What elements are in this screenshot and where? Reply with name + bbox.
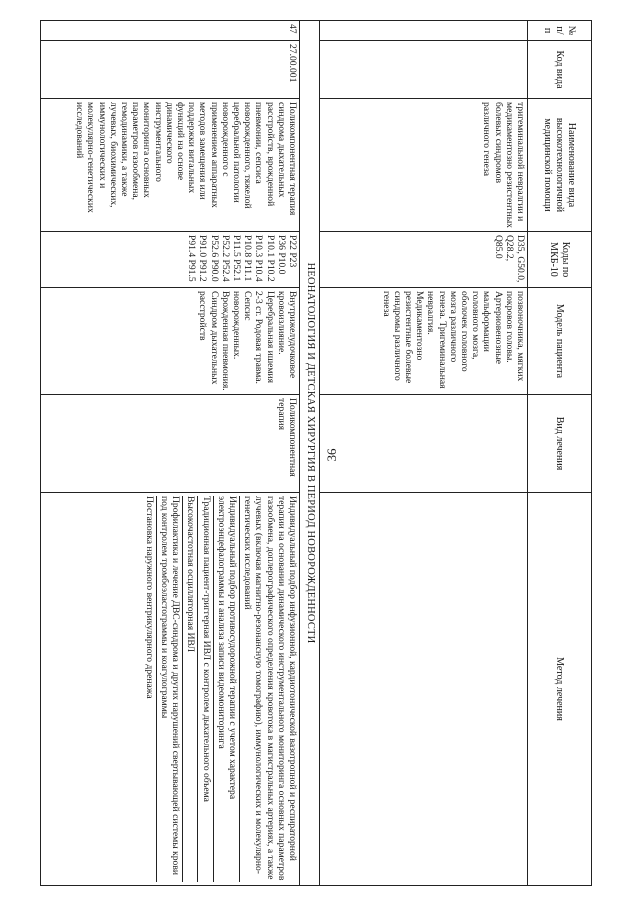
header-type: Вид лечения	[528, 395, 592, 493]
row-name: Поликомпонентная терапия синдрома дыхательных расстройств, врожденной пневмонии, сепсиса новорожденного, тяжелой церебральной патологии новорожденного с применением аппаратных методов замещения или поддержки витальных функций на основе динамического инструментального мониторинга основных параметров газообмена, гемодинамики, а также лучевых, биохимических, иммунологических и молекулярно-генетических исследований	[41, 99, 300, 232]
row-num: 47	[41, 21, 300, 41]
rotated-table-container	[40, 20, 592, 885]
method-item: Высокочастотная осцилляторная ИВЛ	[182, 496, 197, 882]
method-item: Индивидуальный подбор инфузионной, кардиотонической вазотропной и респираторной терапии на основании динамического инструментального мониторинга основных параметров газообмена, доплерографического определения кровотока в магистральных артериях, а также лучевых (включая магнитно-резонансную томографию), иммунологических и молекулярно-генетических исследований	[239, 496, 299, 882]
section-row	[300, 21, 320, 886]
section-title: НЕОНАТОЛОГИЯ И ДЕТСКАЯ ХИРУРГИЯ В ПЕРИОД НОВОРОЖДЕННОСТИ	[300, 21, 320, 886]
row-icd: P22 P23 P36 P10.0 P10.1 P10.2 P10.3 P10.4 P10.8 P11.1 P11.5 P52.1 P52.2 P52.4 P52.6 P90.0 P91.0 P91.2 P91.4 P91.5	[41, 232, 300, 288]
header-num: № п/п	[528, 21, 592, 41]
method-item: Индивидуальный подбор противосудорожной терапии с учетом характера электроэнцефалограммы и анализа записи видеомониторинга	[213, 496, 239, 882]
row-type: Поликомпонентная терапия	[41, 395, 300, 493]
header-icd: Коды по МКБ-10	[528, 232, 592, 288]
header-method: Метод лечения	[528, 493, 592, 886]
row-methods	[41, 493, 300, 886]
table-row	[41, 21, 300, 886]
cont-method	[320, 493, 528, 886]
cont-icd: D35, G50.0, Q28.2, Q85.0	[320, 232, 528, 288]
page-number: 36	[324, 448, 339, 462]
cont-name: тригеминальной невралгии и медикаментозно резистентных болевых синдромов различного генеза	[320, 99, 528, 232]
continued-row	[320, 21, 528, 886]
header-row	[528, 21, 592, 886]
method-item: Профилактика и лечение ДВС-синдрома и других нарушений свертывающей системы крови под контролем тромбоэластограммы и коагулограммы	[156, 496, 182, 882]
method-item: Традиционная пациент-триггерная ИВЛ с контролем дыхательного объема	[197, 496, 212, 882]
header-code: Код вида	[528, 41, 592, 99]
cont-type	[320, 395, 528, 493]
cont-code	[320, 41, 528, 99]
method-item: Постановка наружного вентрикулярного дренажа	[143, 496, 155, 699]
header-model: Модель пациента	[528, 288, 592, 395]
row-code: 27.00.001	[41, 41, 300, 99]
row-model: Внутрижелудочковое кровоизлияние. Церебральная ишемия 2-3 ст. Родовая травма. Сепсис новорожденных. Врожденная пневмония. Синдром дыхательных расстройств	[41, 288, 300, 395]
cont-num	[320, 21, 528, 41]
treatment-table	[40, 20, 592, 886]
cont-model: позвоночника, мягких покровов головы. Артериовенозные мальформации головного мозга, оболочек головного мозга различного генеза. Тригеминальная невралгия. Медикаментозно резистентные болевые синдромы различного генеза	[320, 288, 528, 395]
header-name: Наименование вида высокотехнологичной медицинской помощи	[528, 99, 592, 232]
